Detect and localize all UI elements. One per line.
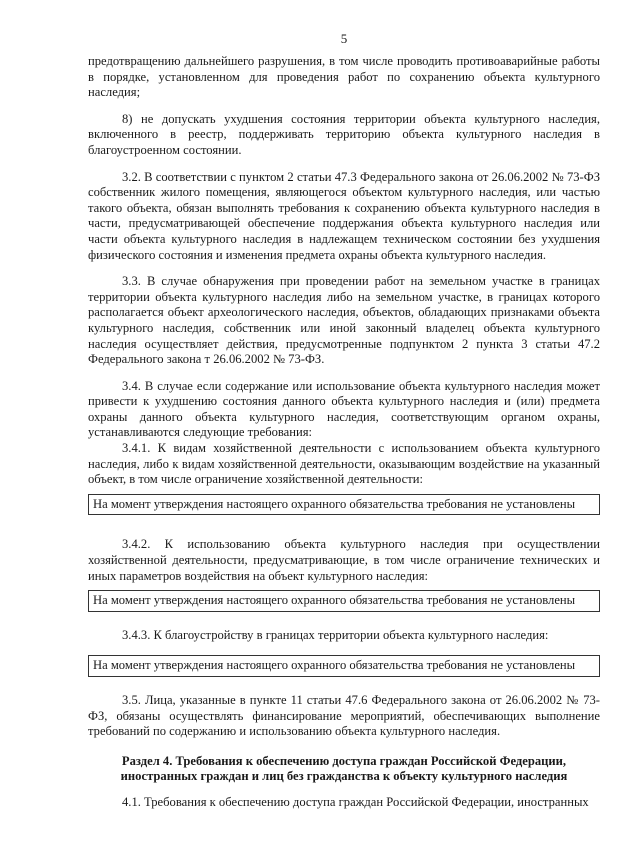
paragraph-3-4-1: 3.4.1. К видам хозяйственной деятельности с использованием объекта культурного наследия, либо к видам хозяйственной деятельности, оказывающим воздействие на указанный объект, в том числе ограничение хозяйственной деятельности: [88, 441, 600, 487]
paragraph-4-1: 4.1. Требования к обеспечению доступа граждан Российской Федерации, иностранных [122, 794, 589, 809]
paragraph-item-8: 8) не допускать ухудшения состояния территории объекта культурного наследия, включенного в реестр, поддерживать территорию объекта культурного наследия в благоустроенном состоянии. [88, 111, 600, 157]
page-number: 5 [340, 31, 348, 46]
paragraph-3-4: 3.4. В случае если содержание или использование объекта культурного наследия может привести к ухудшению состояния данного объекта культурного наследия и (или) предмета охраны данного объекта культурного наследия, соответствующим органом охраны, устанавливаются следующие требования: [88, 378, 600, 440]
paragraph-3-5: 3.5. Лица, указанные в пункте 11 статьи 47.6 Федерального закона от 26.06.2002 № 73-ФЗ, обязаны осуществлять финансирование мероприятий, обеспечивающих выполнение требований по содержанию и использованию объекта культурного наследия. [88, 693, 600, 739]
paragraph-3-2: 3.2. В соответствии с пунктом 2 статьи 47.3 Федерального закона от 26.06.2002 № 73-ФЗ собственник жилого помещения, являющегося объектом культурного наследия, или частью такого объекта, обязан выполнять требования к сохранению объекта культурного наследия в части, предусматривающей обеспечение поддержания объекта культурного наследия или части объекта культурного наследия в надлежащем техническом состоянии без ухудшения физического состояния и изменения предмета охраны объекта культурного наследия. [88, 169, 600, 262]
requirements-box-2-text: На момент утверждения настоящего охранного обязательства требования не установлены [93, 593, 576, 608]
paragraph-3-4-3: 3.4.3. К благоустройству в границах территории объекта культурного наследия: [122, 627, 549, 642]
requirements-box-3 [88, 655, 600, 677]
requirements-box-3-text: На момент утверждения настоящего охранного обязательства требования не установлены [93, 658, 576, 673]
requirements-box-1-text: На момент утверждения настоящего охранного обязательства требования не установлены [93, 496, 576, 511]
requirements-box-2 [88, 590, 600, 612]
requirements-box-1 [88, 494, 600, 516]
paragraph-3-3: 3.3. В случае обнаружения при проведении работ на земельном участке в границах территории объекта культурного наследия либо на земельном участке, в границах которого располагается объект археологического наследия, объектов, обладающих признаками объекта культурного наследия, собственник или иной законный владелец объекта культурного наследия осуществляет действия, предусмотренные подпунктом 2 пункта 3 статьи 47.2 Федерального закона т 26.06.2002 № 73-ФЗ. [88, 274, 600, 367]
paragraph-continuation: предотвращению дальнейшего разрушения, в том числе проводить противоаварийные работы в порядке, установленном для проведения работ по сохранению объекта культурного наследия; [88, 54, 600, 100]
section-4-heading: Раздел 4. Требования к обеспечению доступа граждан Российской Федерации, иностранных граждан и лиц без гражданства к объекту культурного наследия [120, 753, 568, 784]
paragraph-3-4-2: 3.4.2. К использованию объекта культурного наследия при осуществлении хозяйственной деятельности, предусматривающие, в том числе ограничение технических и иных параметров воздействия на объект культурного наследия: [88, 537, 600, 583]
